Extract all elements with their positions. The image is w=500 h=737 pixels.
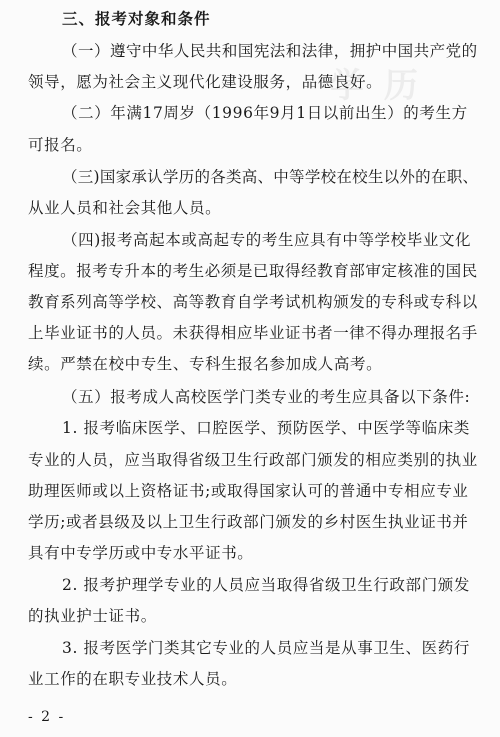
paragraph-4-line-2: 程度。报考专升本的考生必须是已取得经教育部审定核准的国民 — [28, 262, 478, 280]
item-3-line-2: 业工作的在职专业技术人员。 — [28, 670, 238, 688]
item-1-line-1: 1. 报考临床医学、口腔医学、预防医学、中医学等临床类 — [62, 419, 470, 437]
paragraph-5-line-1: （五）报考成人高校医学门类专业的考生应具备以下条件: — [62, 388, 471, 406]
item-2-line-1: 2. 报考护理学专业的人员应当取得省级卫生行政部门颁发 — [62, 576, 470, 594]
paragraph-1-line-2: 领导，愿为社会主义现代化建设服务，品德良好。 — [28, 73, 383, 91]
paragraph-3-line-2: 从业人员和社会其他人员。 — [28, 199, 222, 217]
paragraph-4-line-3: 教育系列高等学校、高等教育自学考试机构颁发的专科或专科以 — [28, 293, 478, 311]
paragraph-1-line-1: （一）遵守中华人民共和国宪法和法律，拥护中国共产党的 — [62, 42, 478, 60]
paragraph-2-line-2: 可报名。 — [28, 136, 93, 154]
item-1-line-2: 专业的人员，应当取得省级卫生行政部门颁发的相应类别的执业 — [28, 451, 478, 469]
section-title: 三、报考对象和条件 — [62, 10, 211, 28]
item-2-line-2: 的执业护士证书。 — [28, 607, 157, 625]
paragraph-4-line-4: 上毕业证书的人员。未获得相应毕业证书者一律不得办理报名手 — [28, 324, 478, 342]
paragraph-4-line-1: （四)报考高起本或高起专的考生应具有中等学校毕业文化 — [62, 231, 472, 249]
item-3-line-1: 3. 报考医学门类其它专业的人员应当是从事卫生、医药行 — [62, 639, 470, 657]
item-1-line-5: 具有中专学历或中专水平证书。 — [28, 544, 254, 562]
paragraph-2-line-1: （二）年满17周岁（1996年9月1日以前出生）的考生方 — [62, 104, 468, 122]
watermark: 学 历 — [330, 66, 422, 106]
paragraph-4-line-5: 续。严禁在校中专生、专科生报名参加成人高考。 — [28, 355, 383, 373]
item-1-line-3: 助理医师或以上资格证书;或取得国家认可的普通中专相应专业 — [28, 482, 469, 500]
page-number: - 2 - — [28, 709, 66, 725]
item-1-line-4: 学历;或者县级及以上卫生行政部门颁发的乡村医生执业证书并 — [28, 513, 469, 531]
paragraph-3-line-1: （三)国家承认学历的各类高、中等学校在校生以外的在职、 — [62, 168, 479, 186]
